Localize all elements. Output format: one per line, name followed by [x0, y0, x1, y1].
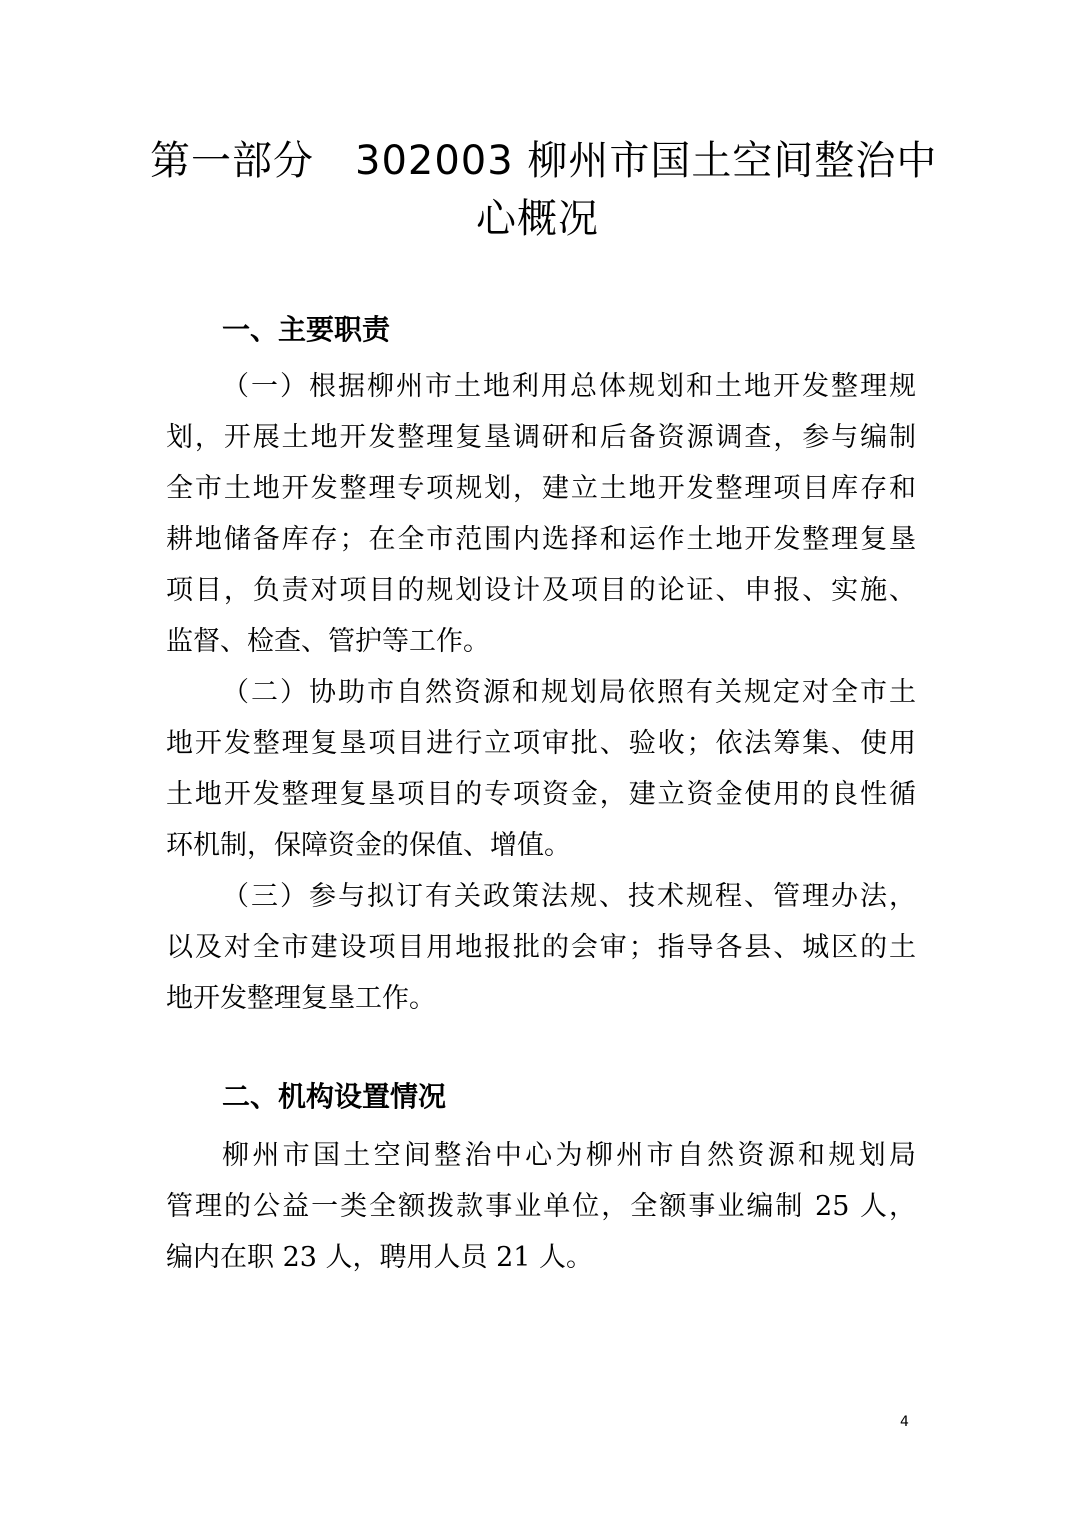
page-title [150, 132, 938, 248]
text-line: 划，开展土地开发整理复垦调研和后备资源调查，参与编制 [166, 422, 916, 453]
text-line: 以及对全市建设项目用地报批的会审；指导各县、城区的土 [166, 932, 916, 963]
text-line: 项目，负责对项目的规划设计及项目的论证、申报、实施、 [166, 575, 916, 606]
paragraph-responsibility-3 [166, 871, 916, 1024]
text-line: （三）参与拟订有关政策法规、技术规程、管理办法， [222, 881, 916, 912]
title-line-1: 第一部分 302003 柳州市国土空间整治中 [150, 138, 938, 184]
text-line: 地开发整理复垦工作。 [166, 983, 436, 1014]
text-line: （二）协助市自然资源和规划局依照有关规定对全市土 [222, 677, 916, 708]
text-line: 监督、检查、管护等工作。 [166, 626, 490, 657]
text-line: 管理的公益一类全额拨款事业单位，全额事业编制 25 人， [166, 1191, 916, 1222]
title-line-2: 心概况 [476, 196, 599, 242]
paragraph-responsibility-2 [166, 667, 916, 871]
text-line: 编内在职 23 人，聘用人员 21 人。 [166, 1242, 594, 1273]
text-line: 地开发整理复垦项目进行立项审批、验收；依法筹集、使用 [166, 728, 916, 759]
text-line: 耕地储备库存；在全市范围内选择和运作土地开发整理复垦 [166, 524, 916, 555]
paragraph-organization [166, 1130, 916, 1283]
text-line: 环机制，保障资金的保值、增值。 [166, 830, 571, 861]
text-line: 土地开发整理复垦项目的专项资金，建立资金使用的良性循 [166, 779, 916, 810]
paragraph-responsibility-1 [166, 361, 916, 667]
text-line: 柳州市国土空间整治中心为柳州市自然资源和规划局 [222, 1140, 916, 1171]
section-heading-responsibilities: 一、主要职责 [222, 313, 391, 346]
text-line: 全市土地开发整理专项规划，建立土地开发整理项目库存和 [166, 473, 916, 504]
section-heading-organization: 二、机构设置情况 [222, 1080, 447, 1113]
page-number: 4 [900, 1414, 909, 1430]
text-line: （一）根据柳州市土地利用总体规划和土地开发整理规 [222, 371, 916, 402]
